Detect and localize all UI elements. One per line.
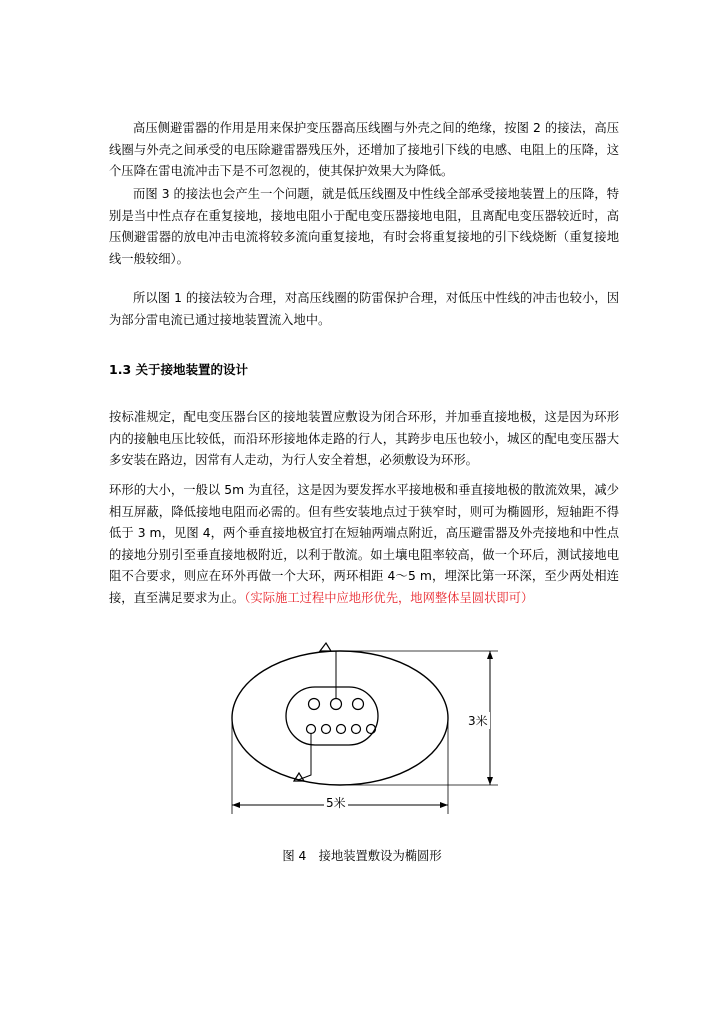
width-arrow-right: [440, 802, 448, 808]
width-arrow-left: [232, 802, 240, 808]
width-label: 5米: [326, 796, 346, 810]
paragraph-5-text: 环形的大小，一般以 5m 为直径，这是因为要发挥水平接地极和垂直接地极的散流效果，减少相互屏蔽，降低接地电阻而必需的。但有些安装地点过于狭窄时，则可为椭圆形，短轴距不得低于 3 m，见图 4，两个垂直接地极宜打在短轴两端点附近，高压避雷器及外壳接地和中性点的接地分别引至垂直接地极附近，以利于散流。如土壤电阻率较高，做一个环后，测试接地电阻不合要求，则应在环外再做一个大环，两环相距 4～5 m，埋深比第一环深，至少两处相连接，直至满足要求为止。: [109, 483, 619, 605]
paragraph-5: [109, 480, 619, 609]
bottom-circle-2: [322, 725, 331, 734]
height-arrow-top: [487, 651, 493, 659]
height-arrow-bottom: [487, 777, 493, 785]
outer-ellipse-ring: [232, 651, 448, 785]
construction-note: （实际施工过程中应地形优先，地网整体呈圆状即可）: [244, 590, 534, 605]
top-circle-1: [309, 699, 320, 710]
figure-drawing: [220, 638, 520, 828]
section-heading: 1.3 关于接地装置的设计: [109, 362, 248, 377]
bottom-circle-3: [337, 725, 346, 734]
grounding-ellipse-figure: [220, 638, 520, 828]
height-label: 3米: [468, 714, 488, 728]
top-circle-3: [353, 699, 364, 710]
top-circle-2: [331, 699, 342, 710]
paragraph-3: 所以图 1 的接法较为合理，对高压线圈的防雷保护合理，对低压中性线的冲击也较小，因为部分雷电流已通过接地装置流入地中。: [109, 291, 619, 327]
bottom-circle-1: [307, 725, 316, 734]
bottom-circle-5: [367, 725, 376, 734]
top-electrode-marker: [320, 643, 331, 651]
paragraph-2: 而图 3 的接法也会产生一个问题，就是低压线圈及中性线全部承受接地装置上的压降，特别是当中性点存在重复接地，接地电阻小于配电变压器接地电阻，且离配电变压器较近时，高压侧避雷器的放电冲击电流将较多流向重复接地，有时会将重复接地的引下线烧断（重复接地线一般较细）。: [109, 187, 619, 266]
paragraph-4: 按标准规定，配电变压器台区的接地装置应敷设为闭合环形，并加垂直接地极，这是因为环形内的接触电压比较低，而沿环形接地体走路的行人，其跨步电压也较小，城区的配电变压器大多安装在路边，因常有人走动，为行人安全着想，必须敷设为环形。: [109, 410, 619, 467]
figure-caption: 图 4 接地装置敷设为椭圆形: [282, 849, 442, 863]
bottom-circle-4: [352, 725, 361, 734]
paragraph-1: 高压侧避雷器的作用是用来保护变压器高压线圈与外壳之间的绝缘，按图 2 的接法，高压线圈与外壳之间承受的电压除避雷器残压外，还增加了接地引下线的电感、电阻上的压降，这个压降在雷电流冲击下是不可忽视的，使其保护效果大为降低。: [109, 121, 619, 178]
inner-rounded-rect: [286, 687, 378, 745]
